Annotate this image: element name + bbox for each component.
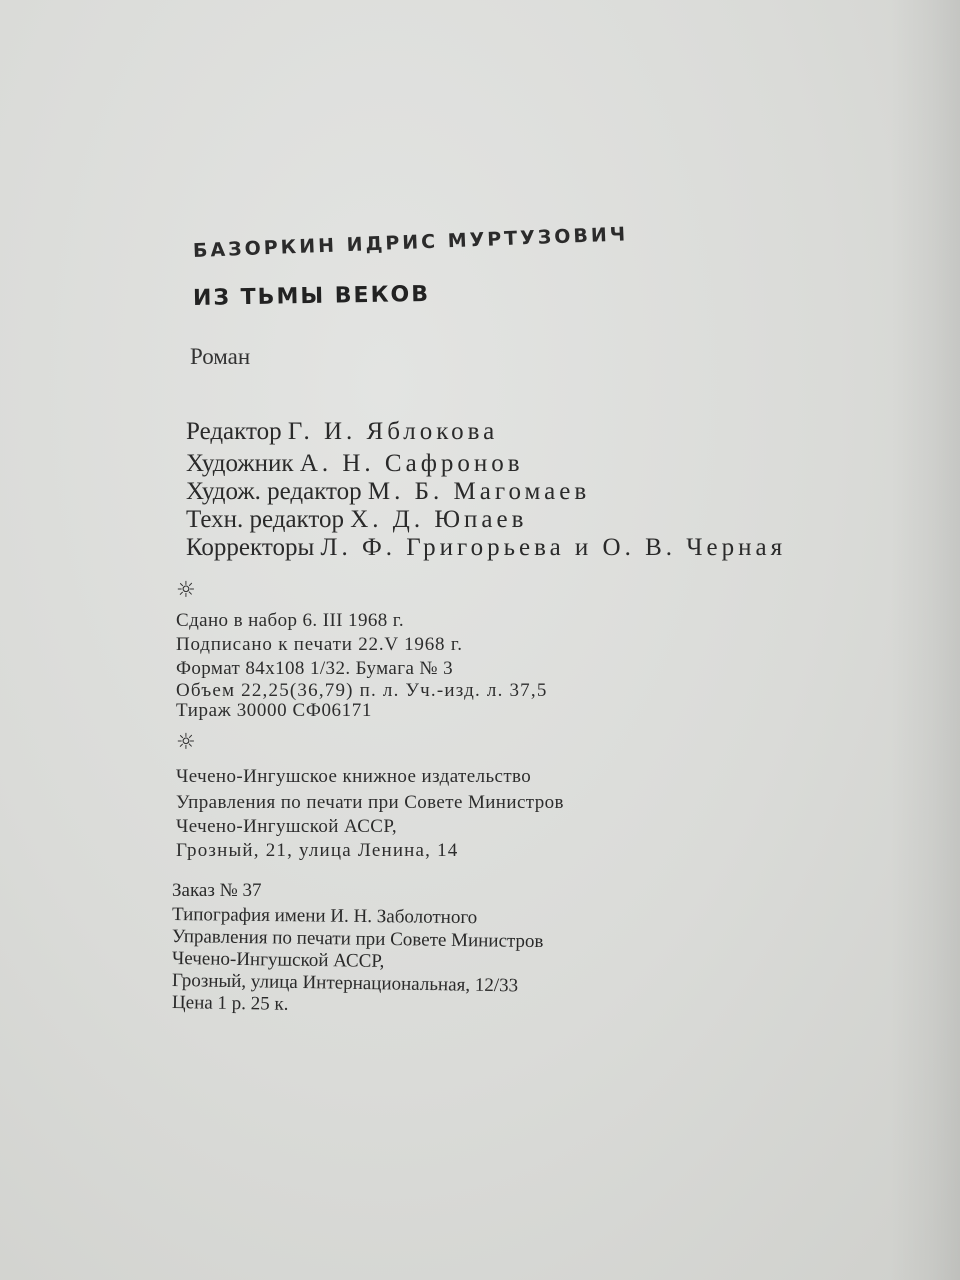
credit-proofreaders <box>186 534 786 562</box>
credit-name: Х. Д. Юпаев <box>350 506 528 533</box>
credit-role: Редактор <box>186 418 282 445</box>
printer-line: Грозный, улица Интернациональная, 12/33 <box>171 970 519 997</box>
credit-name: М. Б. Магомаев <box>367 478 591 505</box>
credit-role: Худож. редактор <box>186 478 362 505</box>
credit-artist <box>186 450 524 478</box>
publisher-line: Управления по печати при Совете Министров <box>176 792 564 813</box>
print-line: Формат 84x108 1/32. Бумага № 3 <box>176 658 454 679</box>
print-line: Подписано к печати 22.V 1968 г. <box>176 634 463 655</box>
printer-line: Заказ № 37 <box>172 880 262 901</box>
credit-tech-editor <box>186 506 527 534</box>
credit-role: Художник <box>186 450 294 477</box>
credit-art-editor <box>186 478 590 506</box>
author-name: БАЗОРКИН ИДРИС МУРТУЗОВИЧ <box>192 223 629 262</box>
credit-role: Корректоры <box>186 534 315 561</box>
printer-line: Типография имени И. Н. Заболотного <box>171 904 478 929</box>
print-line: Сдано в набор 6. III 1968 г. <box>176 610 405 631</box>
publisher-line: Грозный, 21, улица Ленина, 14 <box>176 840 459 861</box>
printer-line: Управления по печати при Совете Министров <box>171 926 544 953</box>
credit-role: Техн. редактор <box>186 506 344 533</box>
credit-editor <box>186 418 498 446</box>
publisher-line: Чечено-Ингушской АССР, <box>176 816 398 837</box>
printer-line: Чечено-Ингушской АССР, <box>171 948 385 972</box>
print-line: Тираж 30000 СФ06171 <box>176 700 372 721</box>
credit-name: А. Н. Сафронов <box>299 450 524 477</box>
page-fold-shadow <box>890 0 960 1280</box>
sun-ornament-icon: ☼ <box>176 578 196 603</box>
genre-label: Роман <box>190 344 251 369</box>
book-title: ИЗ ТЬМЫ ВЕКОВ <box>192 281 431 311</box>
credit-name: Л. Ф. Григорьева и О. В. Черная <box>320 534 787 561</box>
credit-name: Г. И. Яблокова <box>287 418 499 445</box>
printer-line: Цена 1 р. 25 к. <box>171 992 289 1015</box>
sun-ornament-icon: ☼ <box>176 730 196 755</box>
publisher-line: Чечено-Ингушское книжное издательство <box>176 766 532 787</box>
print-line: Объем 22,25(36,79) п. л. Уч.-изд. л. 37,5 <box>176 680 548 701</box>
